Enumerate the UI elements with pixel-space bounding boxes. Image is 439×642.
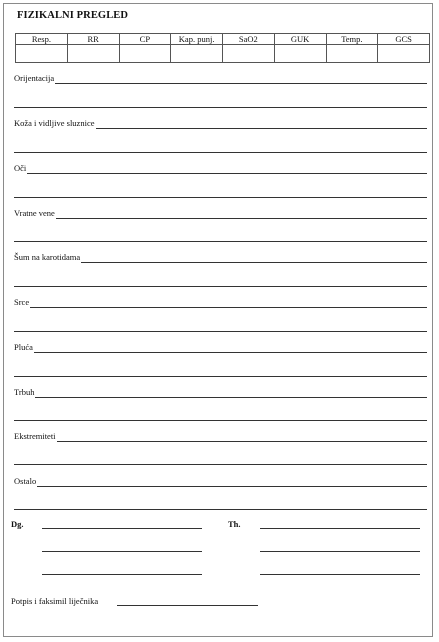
form-title: FIZIKALNI PREGLED [17,10,129,21]
vitals-cell-kap-punj[interactable] [171,45,223,63]
field-trbuh[interactable] [14,387,427,399]
field-line [14,397,427,398]
field-line [14,83,427,84]
field-srce[interactable] [14,297,427,309]
diagnosis-line-1[interactable] [42,528,202,529]
field-line [14,218,427,219]
vitals-cell-temp[interactable] [326,45,378,63]
signature-label: Potpis i faksimil liječnika [11,596,99,606]
field-line [14,173,427,174]
field-oci[interactable] [14,163,427,175]
field-srce-continuation-line[interactable] [14,331,427,332]
field-pluca[interactable] [14,342,427,354]
field-sum-continuation-line[interactable] [14,286,427,287]
field-label: Koža i vidljive sluznice [14,118,95,128]
vitals-cell-cp[interactable] [119,45,171,63]
field-koza-continuation-line[interactable] [14,152,427,153]
field-label: Vratne vene [14,208,55,218]
vitals-header-sao2: SaO2 [223,34,275,45]
field-pluca-continuation-line[interactable] [14,376,427,377]
field-trbuh-continuation-line[interactable] [14,420,427,421]
vitals-cell-sao2[interactable] [223,45,275,63]
field-ostalo[interactable] [14,476,427,488]
vitals-header-kap-punj: Kap. punj. [171,34,223,45]
field-label: Trbuh [14,387,35,397]
field-vratne-vene-continuation-line[interactable] [14,241,427,242]
signature-line[interactable] [117,605,258,606]
field-line [14,307,427,308]
vitals-header-rr: RR [67,34,119,45]
field-sum-na-karotidama[interactable] [14,252,427,264]
field-label: Srce [14,297,30,307]
field-label: Šum na karotidama [14,252,81,262]
field-label: Pluća [14,342,33,352]
therapy-line-3[interactable] [260,574,420,575]
vitals-header-temp: Temp. [326,34,378,45]
field-orijentacija[interactable] [14,73,427,85]
field-vratne-vene[interactable] [14,208,427,220]
vitals-value-row [16,45,430,63]
therapy-line-2[interactable] [260,551,420,552]
field-ekstremiteti[interactable] [14,431,427,443]
field-line [14,352,427,353]
vitals-header-gcs: GCS [378,34,430,45]
vitals-cell-rr[interactable] [67,45,119,63]
field-koza-i-vidljive-sluznice[interactable] [14,118,427,130]
vitals-header-row [16,34,430,45]
field-orijentacija-continuation-line[interactable] [14,107,427,108]
field-oci-continuation-line[interactable] [14,197,427,198]
physical-exam-form [3,3,433,637]
field-line [14,486,427,487]
vitals-cell-resp[interactable] [16,45,68,63]
vitals-header-guk: GUK [274,34,326,45]
field-ekstremiteti-continuation-line[interactable] [14,464,427,465]
diagnosis-line-3[interactable] [42,574,202,575]
field-label: Ekstremiteti [14,431,56,441]
therapy-line-1[interactable] [260,528,420,529]
diagnosis-line-2[interactable] [42,551,202,552]
field-label: Ostalo [14,476,37,486]
vitals-header-cp: CP [119,34,171,45]
vitals-table [15,33,430,63]
field-label: Orijentacija [14,73,55,83]
vitals-header-resp: Resp. [16,34,68,45]
diagnosis-label: Dg. [11,519,24,529]
therapy-label: Th. [228,519,241,529]
vitals-cell-guk[interactable] [274,45,326,63]
field-label: Oči [14,163,27,173]
field-line [14,441,427,442]
field-ostalo-continuation-line[interactable] [14,509,427,510]
vitals-cell-gcs[interactable] [378,45,430,63]
